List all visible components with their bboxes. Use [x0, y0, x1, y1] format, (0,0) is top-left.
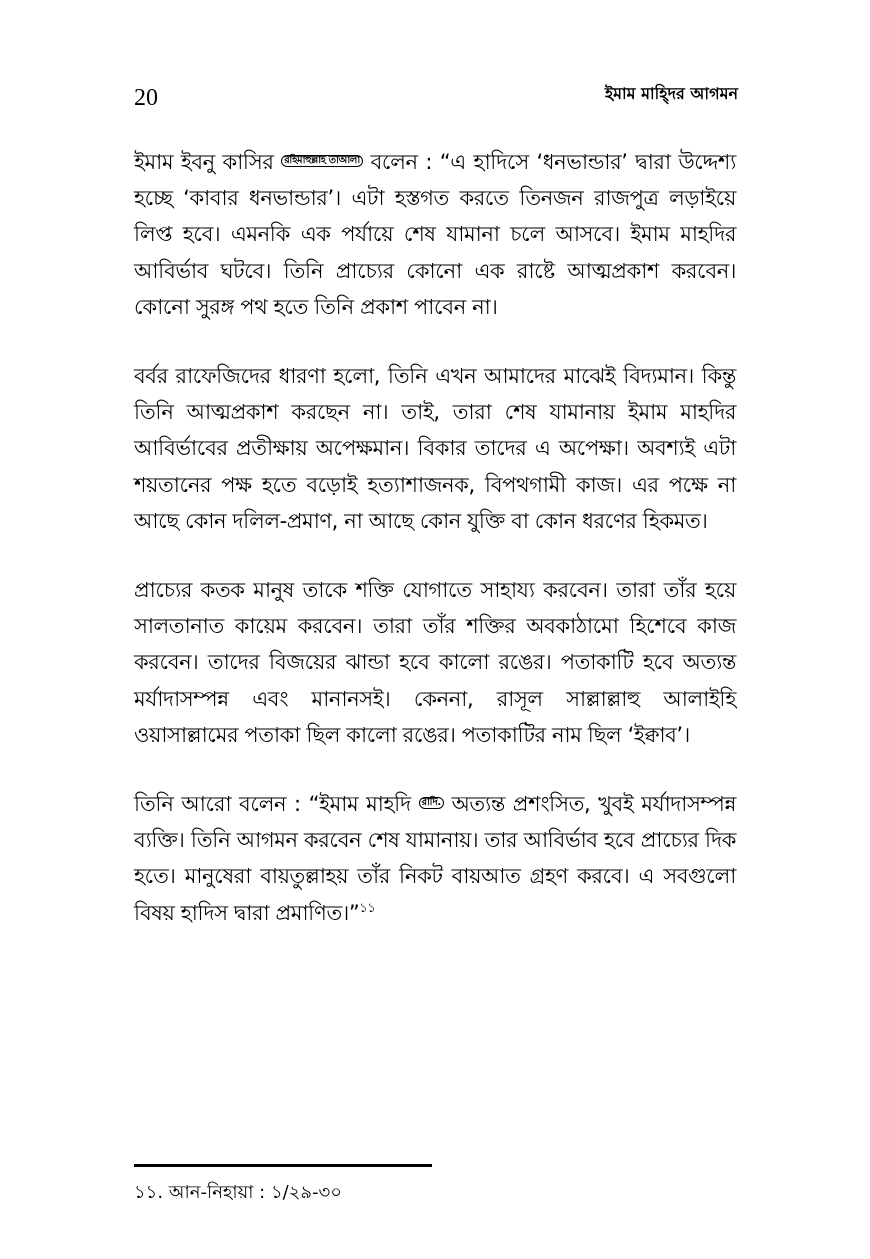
running-title: ইমাম মাহ্দির আগমন [604, 84, 738, 103]
paragraph-text: ইমাম ইবনু কাসির [134, 150, 282, 174]
footnote-reference: ১১ [359, 900, 376, 916]
paragraph-text: বলেন : “এ হাদিসে ‘ধনভান্ডার’ দ্বারা উদ্দেশ্য হচ্ছে ‘কাবার ধনভান্ডার’। এটা হস্তগত করতে তিনজন রাজপুত্র লড়াইয়ে লিপ্ত হবে। এমনকি এক পর্যায়ে শেষ যামানা চলে আসবে। ইমাম মাহদির আবির্ভাব ঘটবে। তিনি প্রাচ্যের কোনো এক রাষ্টে আত্মপ্রকাশ করবেন। কোনো সুরঙ্গ পথ হতে তিনি প্রকাশ পাবেন না। [134, 150, 736, 319]
footnote-divider [134, 1164, 432, 1167]
paragraph-mahdi-praise [134, 786, 736, 931]
body-text [134, 144, 736, 964]
honorific-calligraphy-icon: রাদি. [419, 797, 444, 809]
paragraph-eastern-support: প্রাচ্যের কতক মানুষ তাকে শক্তি যোগাতে সাহায্য করবেন। তারা তাঁর হয়ে সালতানাত কায়েম করবেন। তারা তাঁর শক্তির অবকাঠামো হিশেবে কাজ করবেন। তাদের বিজয়ের ঝান্ডা হবে কালো রঙের। পতাকাটি হবে অত্যন্ত মর্যাদাসম্পন্ন এবং মানানসই। কেননা, রাসূল সাল্লাল্লাহু আলাইহি ওয়াসাল্লামের পতাকা ছিল কালো রঙের। পতাকাটির নাম ছিল ‘ইক্বাব’। [134, 578, 736, 747]
footnote: ১১. আন-নিহায়া : ১/২৯-৩০ [134, 1182, 342, 1203]
paragraph-text: অত্যন্ত প্রশংসিত, খুবই মর্যাদাসম্পন্ন ব্যক্তি। তিনি আগমন করবেন শেষ যামানায়। তার আবির্ভাব হবে প্রাচ্যের দিক হতে। মানুষেরা বায়তুল্লাহয় তাঁর নিকট বায়আত গ্রহণ করবে। এ সবগুলো বিষয় হাদিস দ্বারা প্রমাণিত।” [134, 792, 736, 925]
paragraph-rafidi-belief: বর্বর রাফেজিদের ধারণা হলো, তিনি এখন আমাদের মাঝেই বিদ্যমান। কিন্তু তিনি আত্মপ্রকাশ করছেন না। তাই, তারা শেষ যামানায় ইমাম মাহদির আবির্ভাবের প্রতীক্ষায় অপেক্ষমান। বিকার তাদের এ অপেক্ষা। অবশ্যই এটা শয়তানের পক্ষ হতে বড়োই হত্যাশাজনক, বিপথগামী কাজ। এর পক্ষে না আছে কোন দলিল-প্রমাণ, না আছে কোন যুক্তি বা কোন ধরণের হিকমত। [134, 364, 736, 533]
honorific-calligraphy-icon: রহিমাহুল্লাহ তাআলা [281, 155, 363, 167]
paragraph-text: তিনি আরো বলেন : “ইমাম মাহদি [134, 792, 419, 817]
page-number: 20 [134, 85, 158, 111]
paragraph-ibn-kathir-quote [134, 144, 736, 325]
